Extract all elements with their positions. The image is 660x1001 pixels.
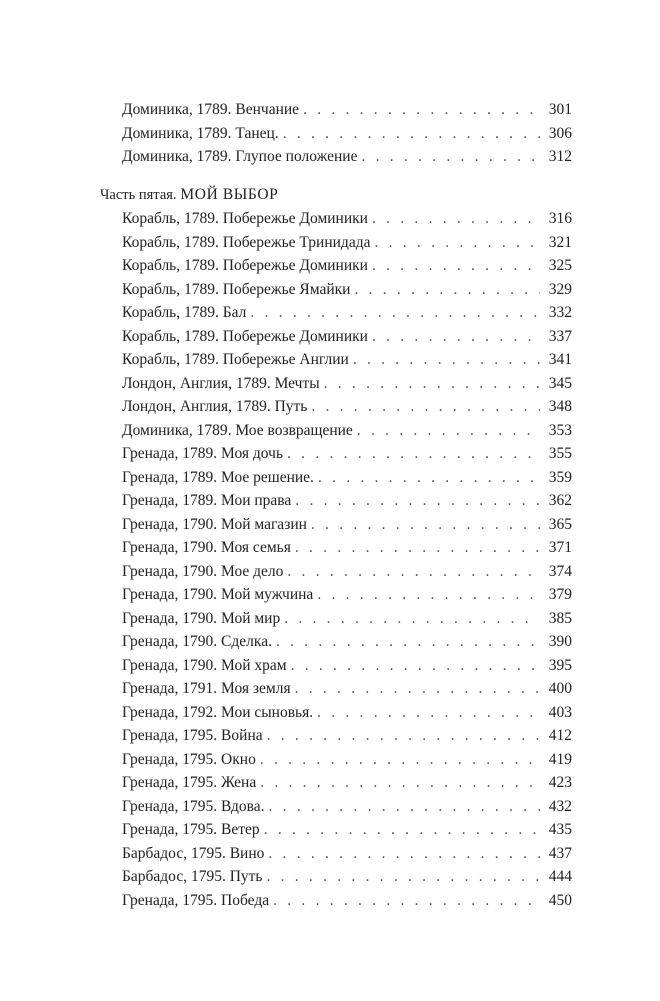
toc-entry-title: Гренада, 1790. Мой мир — [122, 609, 281, 627]
toc-entry[interactable] — [122, 145, 572, 169]
toc-entry-title: Лондон, Англия, 1789. Мечты — [122, 374, 320, 392]
toc-entry[interactable] — [122, 748, 572, 772]
dot-leader — [267, 724, 540, 748]
toc-entry-page-number: 306 — [548, 124, 572, 142]
toc-entry-title: Гренада, 1795. Окно — [122, 750, 256, 768]
toc-entry-page-number: 329 — [548, 280, 572, 298]
toc-section-top — [122, 98, 572, 169]
dot-leader — [357, 419, 540, 443]
toc-entry-page-number: 432 — [548, 797, 572, 815]
dot-leader — [268, 842, 540, 866]
dot-leader — [361, 145, 540, 169]
toc-entry[interactable] — [122, 654, 572, 678]
dot-leader — [353, 348, 540, 372]
toc-entry-title: Гренада, 1795. Вдова. — [122, 797, 265, 815]
toc-entry-title: Гренада, 1789. Мое решение. — [122, 468, 314, 486]
toc-entry[interactable] — [122, 536, 572, 560]
toc-entry-title: Гренада, 1791. Моя земля — [122, 680, 291, 697]
toc-entry-page-number: 362 — [548, 492, 572, 509]
toc-entry[interactable] — [122, 122, 572, 146]
toc-entry-title: Гренада, 1790. Мой храм — [122, 656, 287, 674]
toc-entry[interactable] — [122, 771, 572, 795]
toc-entry-page-number: 353 — [548, 421, 572, 439]
dot-leader — [276, 630, 540, 654]
toc-entry-title: Корабль, 1789. Побережье Англии — [122, 351, 349, 368]
toc-entry[interactable] — [122, 795, 572, 819]
toc-entry-title: Гренада, 1795. Победа — [122, 891, 270, 909]
toc-entry-page-number: 312 — [548, 148, 572, 165]
toc-entry-title: Доминика, 1789. Венчание — [122, 101, 300, 118]
toc-entry-page-number: 412 — [548, 727, 572, 744]
toc-entry-page-number: 325 — [548, 257, 572, 274]
dot-leader — [260, 771, 540, 795]
dot-leader — [273, 889, 540, 913]
dot-leader — [311, 513, 540, 537]
toc-entry-page-number: 390 — [548, 633, 572, 650]
toc-entry-title: Гренада, 1790. Сделка. — [122, 633, 272, 650]
toc-entry-title: Гренада, 1790. Мой магазин — [122, 515, 307, 533]
toc-entry-page-number: 374 — [548, 562, 572, 580]
toc-entry[interactable] — [122, 419, 572, 443]
toc-entry[interactable] — [122, 278, 572, 302]
toc-entry-page-number: 379 — [548, 586, 572, 603]
toc-entry-page-number: 332 — [548, 304, 572, 321]
toc-entry-title: Доминика, 1789. Мое возвращение — [122, 421, 353, 439]
toc-entry[interactable] — [122, 889, 572, 913]
toc-entry-page-number: 419 — [548, 750, 572, 768]
toc-entry-page-number: 316 — [548, 210, 572, 227]
toc-entry[interactable] — [122, 677, 572, 701]
dot-leader — [372, 325, 540, 349]
toc-section-part — [122, 207, 572, 912]
toc-entry[interactable] — [122, 231, 572, 255]
toc-entry[interactable] — [122, 325, 572, 349]
toc-entry[interactable] — [122, 207, 572, 231]
toc-entry-page-number: 400 — [548, 680, 572, 697]
toc-entry-page-number: 341 — [548, 351, 572, 368]
dot-leader — [269, 795, 540, 819]
toc-entry-page-number: 437 — [548, 844, 572, 862]
dot-leader — [260, 748, 540, 772]
dot-leader — [354, 278, 540, 302]
dot-leader — [311, 395, 540, 419]
toc-entry-page-number: 359 — [548, 468, 572, 486]
toc-entry-title: Корабль, 1789. Побережье Доминики — [122, 257, 368, 274]
dot-leader — [372, 254, 540, 278]
dot-leader — [372, 207, 540, 231]
toc-entry-page-number: 345 — [548, 374, 572, 392]
part-name: МОЙ ВЫБОР — [180, 186, 279, 203]
toc-entry-title: Гренада, 1795. Ветер — [122, 821, 260, 838]
dot-leader — [318, 466, 540, 490]
toc-entry-page-number: 321 — [548, 233, 572, 251]
toc-entry-page-number: 365 — [548, 515, 572, 533]
dot-leader — [324, 372, 540, 396]
toc-entry[interactable] — [122, 466, 572, 490]
toc-entry[interactable] — [122, 607, 572, 631]
toc-entry-title: Корабль, 1789. Побережье Тринидада — [122, 233, 371, 251]
dot-leader — [250, 301, 540, 325]
dot-leader — [317, 583, 540, 607]
dot-leader — [303, 98, 540, 122]
dot-leader — [264, 818, 540, 842]
toc-entry-title: Гренада, 1790. Моя семья — [122, 539, 291, 556]
part-label: Часть пятая. — [100, 187, 177, 203]
toc-entry-title: Доминика, 1789. Танец. — [122, 124, 279, 142]
toc-entry-page-number: 403 — [548, 703, 572, 721]
toc-entry-title: Гренада, 1792. Мои сыновья. — [122, 703, 314, 721]
part-heading — [100, 183, 278, 208]
toc-entry[interactable] — [122, 372, 572, 396]
toc-entry-title: Корабль, 1789. Побережье Ямайки — [122, 280, 351, 298]
toc-entry-title: Гренада, 1790. Мое дело — [122, 562, 284, 580]
dot-leader — [287, 560, 540, 584]
toc-entry-title: Лондон, Англия, 1789. Путь — [122, 398, 308, 415]
toc-entry[interactable] — [122, 842, 572, 866]
toc-entry[interactable] — [122, 701, 572, 725]
toc-entry-page-number: 395 — [548, 656, 572, 674]
toc-entry[interactable] — [122, 442, 572, 466]
toc-entry-title: Барбадос, 1795. Вино — [122, 844, 265, 862]
toc-entry-page-number: 301 — [548, 101, 572, 118]
dot-leader — [317, 701, 540, 725]
dot-leader — [295, 677, 540, 701]
toc-entry[interactable] — [122, 818, 572, 842]
toc-entry-page-number: 435 — [548, 821, 572, 838]
toc-entry[interactable] — [122, 630, 572, 654]
toc-entry[interactable] — [122, 348, 572, 372]
toc-entry-page-number: 355 — [548, 445, 572, 462]
dot-leader — [283, 122, 540, 146]
toc-entry-title: Барбадос, 1795. Путь — [122, 868, 263, 885]
toc-entry[interactable] — [122, 560, 572, 584]
toc-entry-title: Доминика, 1789. Глупое положение — [122, 148, 358, 165]
toc-entry[interactable] — [122, 513, 572, 537]
toc-entry[interactable] — [122, 489, 572, 513]
toc-entry[interactable] — [122, 724, 572, 748]
toc-entry-page-number: 337 — [548, 327, 572, 345]
dot-leader — [284, 607, 540, 631]
dot-leader — [287, 442, 540, 466]
toc-entry[interactable] — [122, 98, 572, 122]
toc-entry-title: Гренада, 1795. Война — [122, 727, 263, 744]
toc-entry-title: Корабль, 1789. Побережье Доминики — [122, 210, 368, 227]
toc-entry-page-number: 348 — [548, 398, 572, 415]
dot-leader — [266, 865, 540, 889]
toc-entry[interactable] — [122, 865, 572, 889]
toc-entry[interactable] — [122, 254, 572, 278]
toc-entry-page-number: 423 — [548, 774, 572, 791]
toc-entry-title: Гренада, 1789. Моя дочь — [122, 445, 284, 462]
toc-entry-title: Гренада, 1789. Мои права — [122, 492, 292, 509]
toc-entry-page-number: 450 — [548, 891, 572, 909]
toc-entry-page-number: 385 — [548, 609, 572, 627]
toc-entry-title: Корабль, 1789. Бал — [122, 304, 247, 321]
toc-entry-title: Гренада, 1790. Мой мужчина — [122, 586, 314, 603]
toc-entry[interactable] — [122, 395, 572, 419]
dot-leader — [374, 231, 540, 255]
dot-leader — [295, 489, 540, 513]
toc-entry-page-number: 444 — [548, 868, 572, 885]
toc-entry-title: Корабль, 1789. Побережье Доминики — [122, 327, 368, 345]
dot-leader — [295, 536, 540, 560]
toc-entry-title: Гренада, 1795. Жена — [122, 774, 257, 791]
toc-entry[interactable] — [122, 583, 572, 607]
toc-entry-page-number: 371 — [548, 539, 572, 556]
dot-leader — [291, 654, 540, 678]
toc-entry[interactable] — [122, 301, 572, 325]
